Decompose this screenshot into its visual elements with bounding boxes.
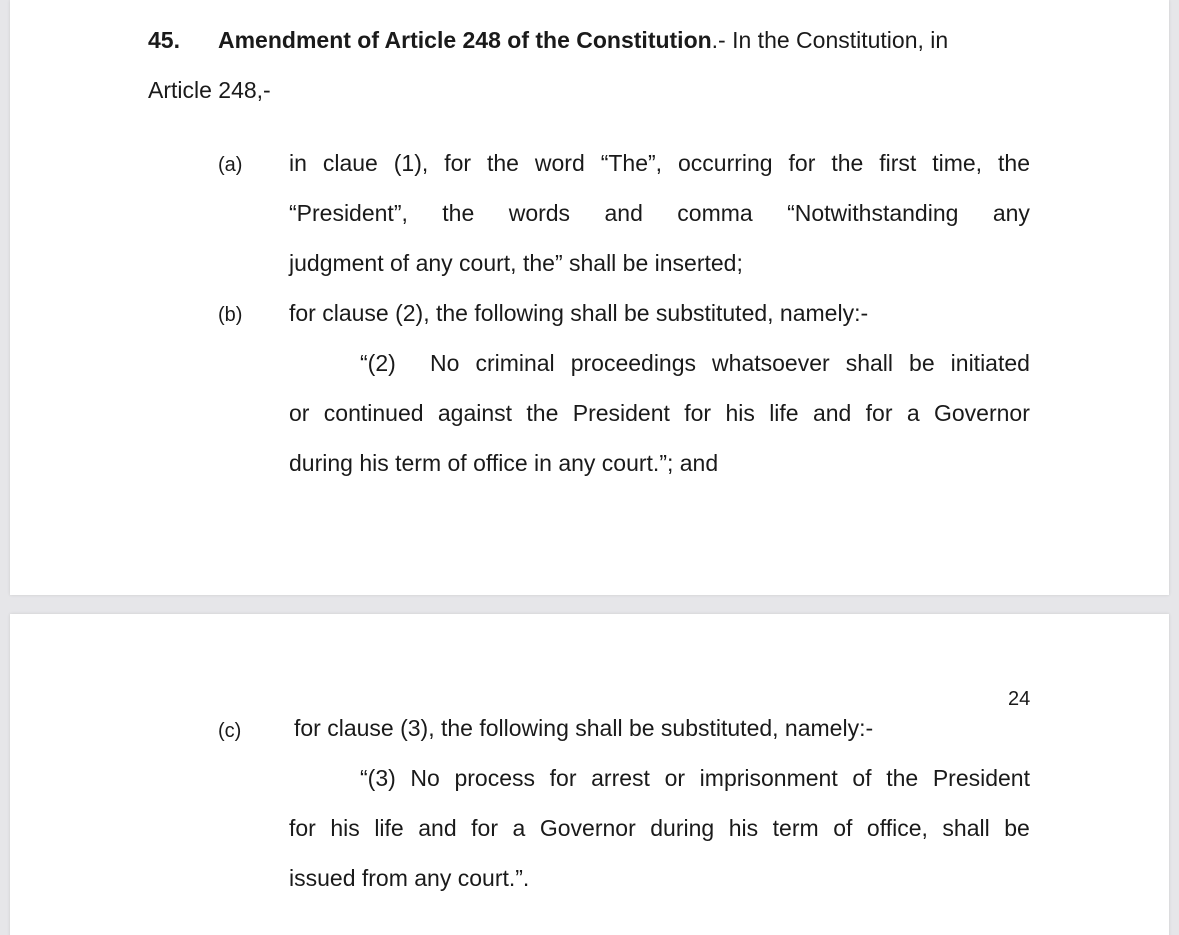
word: shall [942, 815, 990, 841]
word: continued [323, 400, 424, 426]
clause-b-line-1: for clause (2), the following shall be substituted, namely:- [289, 300, 869, 326]
word: of [852, 765, 872, 791]
word: of [833, 815, 853, 841]
word: or [289, 400, 310, 426]
word: the [831, 150, 864, 176]
word: life [769, 400, 799, 426]
word: for [865, 400, 893, 426]
word: the [486, 150, 519, 176]
section-heading-line [218, 25, 1030, 55]
word: process [454, 765, 536, 791]
clause-c-line-1: for clause (3), the following shall be substituted, namely:- [294, 715, 874, 741]
word: in [289, 150, 307, 176]
word: life [374, 815, 404, 841]
clause-a-label: (a) [218, 154, 243, 176]
clause-c-sub-line-2 [289, 813, 1030, 843]
word: the [998, 150, 1030, 176]
clause-a-line-2 [289, 198, 1030, 228]
document-page-2 [10, 614, 1169, 935]
word: his [330, 815, 360, 841]
word: the [886, 765, 919, 791]
word: shall [845, 350, 894, 376]
clause-b-sub-line-3: during his term of office in any court.”; and [289, 450, 719, 476]
word: No [430, 350, 460, 376]
clause-a-line-1 [289, 148, 1030, 178]
clause-a-line-3: judgment of any court, the” shall be inserted; [289, 250, 743, 276]
section-number: 45. [148, 27, 180, 53]
word: be [1004, 815, 1030, 841]
word: word [534, 150, 585, 176]
word: for [289, 815, 316, 841]
clause-b-sub-line-1 [430, 348, 1030, 378]
clause-b-sub-label: “(2) [360, 350, 396, 376]
word: “The”, [600, 150, 663, 176]
word: proceedings [570, 350, 697, 376]
word: his [725, 400, 755, 426]
word: initiated [950, 350, 1030, 376]
word: for [549, 765, 577, 791]
word: “Notwithstanding [787, 200, 959, 226]
word: or [664, 765, 686, 791]
clause-c-sub-line-1 [360, 763, 1030, 793]
word: the [526, 400, 559, 426]
clause-c-label: (c) [218, 720, 242, 742]
word: be [909, 350, 935, 376]
word: President [932, 765, 1030, 791]
section-heading-continuation: Article 248,- [148, 77, 271, 103]
word: his [728, 815, 759, 841]
clause-b-sub-line-2 [289, 398, 1030, 428]
word: for [444, 150, 472, 176]
word: for [471, 815, 498, 841]
word: and [604, 200, 643, 226]
word: comma [677, 200, 753, 226]
clause-c-sub-line-3: issued from any court.”. [289, 865, 530, 891]
word: President [572, 400, 670, 426]
word: imprisonment [699, 765, 838, 791]
word: and [812, 400, 852, 426]
word: Governor [539, 815, 636, 841]
page-number: 24 [1008, 688, 1031, 710]
word: (1), [393, 150, 429, 176]
word: whatsoever [712, 350, 830, 376]
word: criminal [475, 350, 555, 376]
word: a [512, 815, 526, 841]
word: words [508, 200, 571, 226]
word: occurring [677, 150, 773, 176]
word: claue [322, 150, 378, 176]
document-page-1 [10, 0, 1169, 595]
word: “President”, [289, 200, 408, 226]
section-heading-rest: .- In the Constitution, in [711, 27, 949, 53]
word: and [418, 815, 457, 841]
word: against [437, 400, 513, 426]
word: “(3) [360, 765, 396, 791]
word: for [788, 150, 816, 176]
word: during [650, 815, 715, 841]
word: office, [866, 815, 928, 841]
section-heading-bold: Amendment of Article 248 of the Constitution [218, 27, 712, 53]
word: term [772, 815, 819, 841]
word: arrest [591, 765, 650, 791]
word: No [410, 765, 440, 791]
word: first [879, 150, 917, 176]
clause-b-label: (b) [218, 304, 243, 326]
word: a [906, 400, 920, 426]
word: for [684, 400, 712, 426]
word: Governor [933, 400, 1030, 426]
section-heading-text [218, 25, 948, 55]
word: time, [932, 150, 983, 176]
word: the [442, 200, 475, 226]
word: any [992, 200, 1030, 226]
